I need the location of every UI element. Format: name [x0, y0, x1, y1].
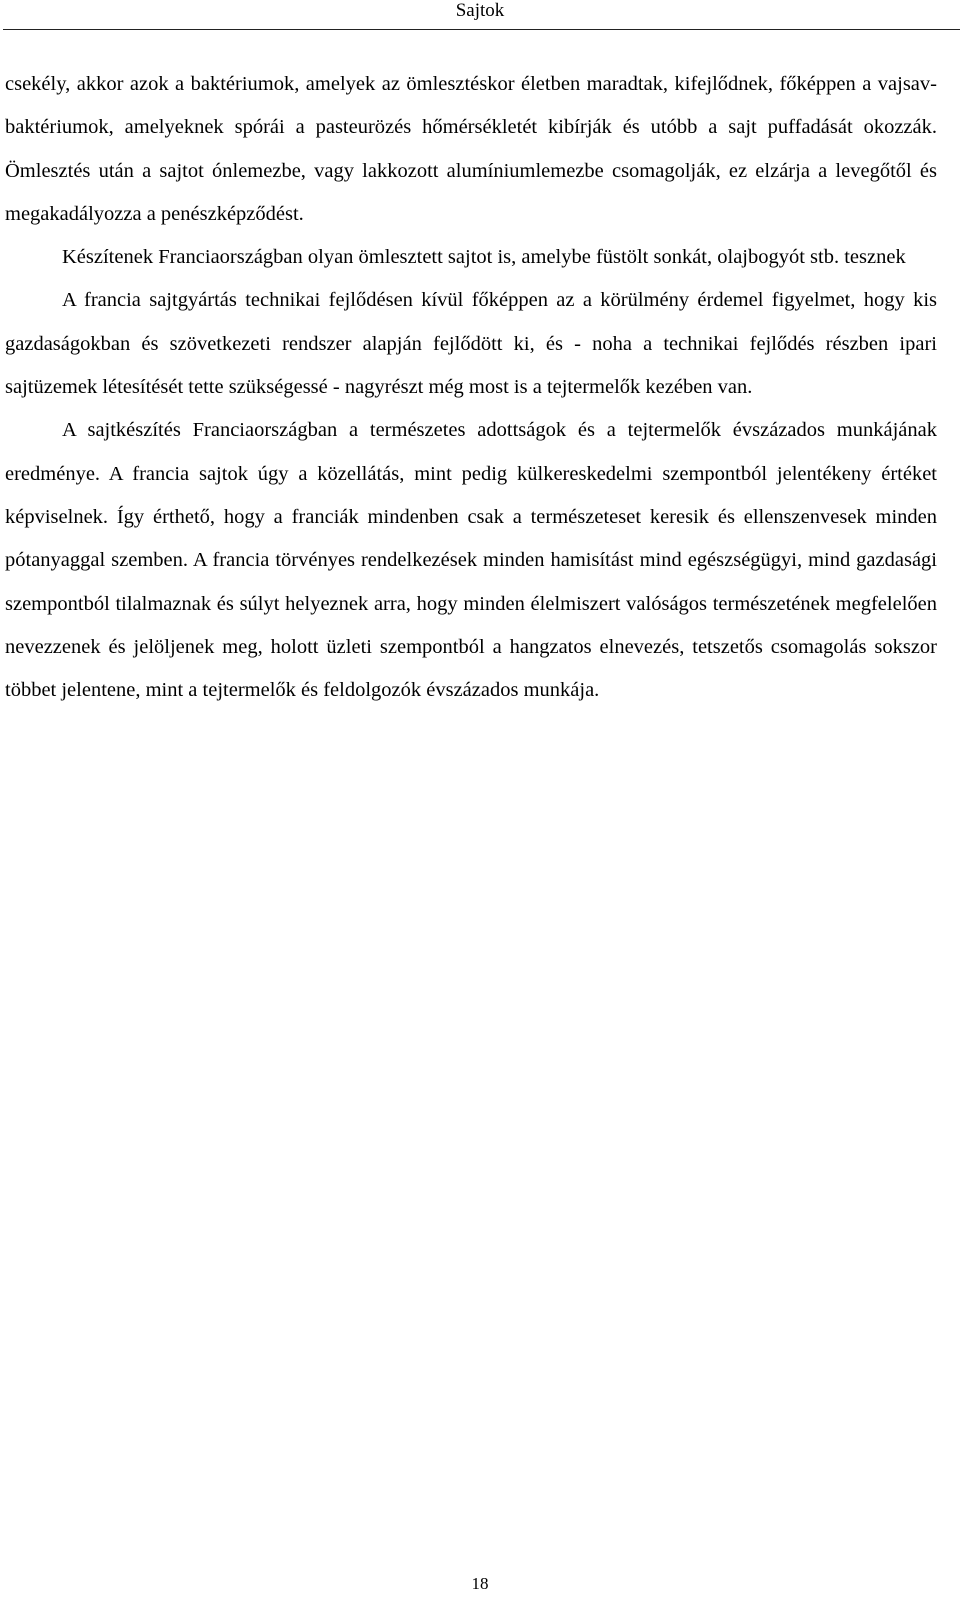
page-number: 18 [471, 1574, 489, 1593]
paragraph-continuation: csekély, akkor azok a baktériumok, amelyek az ömlesztéskor életben maradtak, kifejlődnek, főképpen a vajsav-baktériumok, amelyeknek spórái a pasteurözés hőmérsékletét kibírják és utóbb a sajt puffadását okozzák. Ömlesztés után a sajtot ónlemezbe, vagy lakkozott alumíniumlemezbe csomagolják, ez elzárja a levegőtől és megakadályozza a penészképződést. [5, 73, 937, 225]
paragraph-french-cheese-quality: A sajtkészítés Franciaországban a természetes adottságok és a tejtermelők évszázados munkájának eredménye. A francia sajtok úgy a közellátás, mint pedig külkereskedelmi szempontból jelentékeny értéket képviselnek. Így érthető, hogy a franciák mindenben csak a természeteset keresik és ellenszenvesek minden pótanyaggal szemben. A francia törvényes rendelkezések minden hamisítást mind egészségügyi, mind gazdasági szempontból tilalmaznak és súlyt helyeznek arra, hogy minden élelmiszert valóságos természetének megfelelően nevezzenek és jelöljenek meg, holott üzleti szempontból a hangzatos elnevezés, tetszetős csomagolás sokszor többet jelentene, mint a tejtermelők és feldolgozók évszázados munkája. [5, 419, 937, 702]
running-header-title: Sajtok [455, 0, 505, 21]
header-divider [3, 29, 960, 30]
paragraph-french-cheese-industry: A francia sajtgyártás technikai fejlődésen kívül főképpen az a körülmény érdemel figyelmet, hogy kis gazdaságokban és szövetkezeti rendszer alapján fejlődött ki, és - noha a technikai fejlődés részben ipari sajtüzemek létesítését tette szükségessé - nagyrészt még most is a tejtermelők kezében van. [5, 289, 937, 399]
paragraph-processed-cheese: Készítenek Franciaországban olyan ömlesztett sajtot is, amelybe füstölt sonkát, olajbogyót stb. tesznek [62, 246, 906, 269]
document-body [5, 63, 937, 712]
